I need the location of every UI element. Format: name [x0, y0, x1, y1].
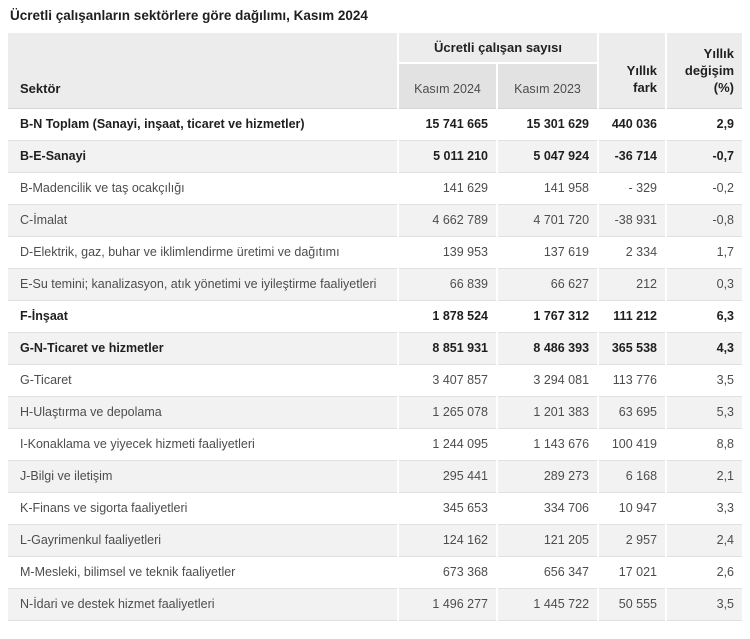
yearly-diff-cell: 113 776 [598, 364, 666, 396]
yearly-change-cell: -0,8 [666, 204, 742, 236]
yearly-diff-cell: - 329 [598, 172, 666, 204]
table-row [8, 524, 742, 556]
count-2024-cell: 4 662 789 [398, 204, 497, 236]
count-2023-cell: 5 047 924 [497, 140, 598, 172]
count-2023-cell: 141 958 [497, 172, 598, 204]
yearly-change-cell: 1,7 [666, 236, 742, 268]
count-2024-cell: 15 741 665 [398, 108, 497, 140]
table-row [8, 236, 742, 268]
sector-cell: L-Gayrimenkul faaliyetleri [8, 524, 398, 556]
yearly-change-cell: -0,2 [666, 172, 742, 204]
yearly-diff-cell: 2 334 [598, 236, 666, 268]
count-2023-cell: 289 273 [497, 460, 598, 492]
table-row [8, 556, 742, 588]
yearly-diff-cell: -36 714 [598, 140, 666, 172]
count-2024-cell: 1 265 078 [398, 396, 497, 428]
count-2024-cell: 141 629 [398, 172, 497, 204]
count-2024-cell: 673 368 [398, 556, 497, 588]
yearly-diff-cell: 63 695 [598, 396, 666, 428]
yearly-change-cell: 8,8 [666, 428, 742, 460]
table-row [8, 172, 742, 204]
yearly-change-cell: 4,3 [666, 332, 742, 364]
table-row [8, 396, 742, 428]
yearly-change-cell: 2,1 [666, 460, 742, 492]
sector-cell: H-Ulaştırma ve depolama [8, 396, 398, 428]
yearly-change-cell: 5,3 [666, 396, 742, 428]
yearly-diff-cell: 17 021 [598, 556, 666, 588]
col-header-employee-count-group: Ücretli çalışan sayısı [398, 33, 598, 63]
count-2023-cell: 66 627 [497, 268, 598, 300]
header-group-row [8, 33, 742, 63]
count-2024-cell: 1 244 095 [398, 428, 497, 460]
sector-cell: J-Bilgi ve iletişim [8, 460, 398, 492]
yearly-change-cell: 3,3 [666, 492, 742, 524]
sector-cell: G-N-Ticaret ve hizmetler [8, 332, 398, 364]
table-row [8, 204, 742, 236]
count-2024-cell: 1 878 524 [398, 300, 497, 332]
yearly-diff-cell: 212 [598, 268, 666, 300]
sector-cell: K-Finans ve sigorta faaliyetleri [8, 492, 398, 524]
count-2024-cell: 295 441 [398, 460, 497, 492]
table-row [8, 332, 742, 364]
count-2023-cell: 334 706 [497, 492, 598, 524]
yearly-diff-cell: 100 419 [598, 428, 666, 460]
table-body [8, 108, 742, 620]
yearly-change-cell: 2,6 [666, 556, 742, 588]
count-2024-cell: 124 162 [398, 524, 497, 556]
count-2023-cell: 1 445 722 [497, 588, 598, 620]
sector-cell: B-E-Sanayi [8, 140, 398, 172]
count-2023-cell: 3 294 081 [497, 364, 598, 396]
table-row [8, 460, 742, 492]
count-2023-cell: 1 767 312 [497, 300, 598, 332]
sector-cell: B-Madencilik ve taş ocakçılığı [8, 172, 398, 204]
yearly-diff-cell: 2 957 [598, 524, 666, 556]
table-row [8, 364, 742, 396]
sector-cell: E-Su temini; kanalizasyon, atık yönetimi ve iyileştirme faaliyetleri [8, 268, 398, 300]
sector-cell: I-Konaklama ve yiyecek hizmeti faaliyetleri [8, 428, 398, 460]
count-2023-cell: 4 701 720 [497, 204, 598, 236]
table-row [8, 492, 742, 524]
table-row [8, 588, 742, 620]
yearly-diff-cell: 50 555 [598, 588, 666, 620]
count-2024-cell: 1 496 277 [398, 588, 497, 620]
sector-cell: F-İnşaat [8, 300, 398, 332]
sector-distribution-table [8, 33, 742, 621]
count-2024-cell: 139 953 [398, 236, 497, 268]
count-2023-cell: 15 301 629 [497, 108, 598, 140]
sector-cell: N-İdari ve destek hizmet faaliyetleri [8, 588, 398, 620]
count-2024-cell: 8 851 931 [398, 332, 497, 364]
yearly-diff-cell: 10 947 [598, 492, 666, 524]
count-2024-cell: 66 839 [398, 268, 497, 300]
yearly-diff-cell: 6 168 [598, 460, 666, 492]
sector-cell: D-Elektrik, gaz, buhar ve iklimlendirme üretimi ve dağıtımı [8, 236, 398, 268]
yearly-diff-cell: 440 036 [598, 108, 666, 140]
page-title: Ücretli çalışanların sektörlere göre dağılımı, Kasım 2024 [10, 8, 368, 23]
sector-cell: B-N Toplam (Sanayi, inşaat, ticaret ve hizmetler) [8, 108, 398, 140]
col-header-sector: Sektör [8, 33, 398, 108]
yearly-diff-cell: 111 212 [598, 300, 666, 332]
yearly-change-cell: 0,3 [666, 268, 742, 300]
yearly-change-cell: 3,5 [666, 588, 742, 620]
col-header-yearly-diff: Yıllık fark [598, 33, 666, 108]
yearly-change-cell: 3,5 [666, 364, 742, 396]
table-row [8, 108, 742, 140]
table-row [8, 140, 742, 172]
count-2023-cell: 137 619 [497, 236, 598, 268]
count-2024-cell: 345 653 [398, 492, 497, 524]
yearly-change-cell: 2,4 [666, 524, 742, 556]
yearly-diff-cell: -38 931 [598, 204, 666, 236]
count-2024-cell: 5 011 210 [398, 140, 497, 172]
yearly-diff-cell: 365 538 [598, 332, 666, 364]
count-2024-cell: 3 407 857 [398, 364, 497, 396]
yearly-change-cell: 6,3 [666, 300, 742, 332]
table-row [8, 268, 742, 300]
sector-cell: C-İmalat [8, 204, 398, 236]
yearly-change-cell: 2,9 [666, 108, 742, 140]
col-header-yearly-change-pct: Yıllık değişim (%) [666, 33, 742, 108]
col-header-november-2023: Kasım 2023 [497, 63, 598, 108]
yearly-change-cell: -0,7 [666, 140, 742, 172]
table-header [8, 33, 742, 108]
count-2023-cell: 656 347 [497, 556, 598, 588]
col-header-november-2024: Kasım 2024 [398, 63, 497, 108]
sector-cell: G-Ticaret [8, 364, 398, 396]
count-2023-cell: 1 201 383 [497, 396, 598, 428]
table-row [8, 428, 742, 460]
count-2023-cell: 1 143 676 [497, 428, 598, 460]
table-row [8, 300, 742, 332]
sector-cell: M-Mesleki, bilimsel ve teknik faaliyetler [8, 556, 398, 588]
count-2023-cell: 121 205 [497, 524, 598, 556]
count-2023-cell: 8 486 393 [497, 332, 598, 364]
